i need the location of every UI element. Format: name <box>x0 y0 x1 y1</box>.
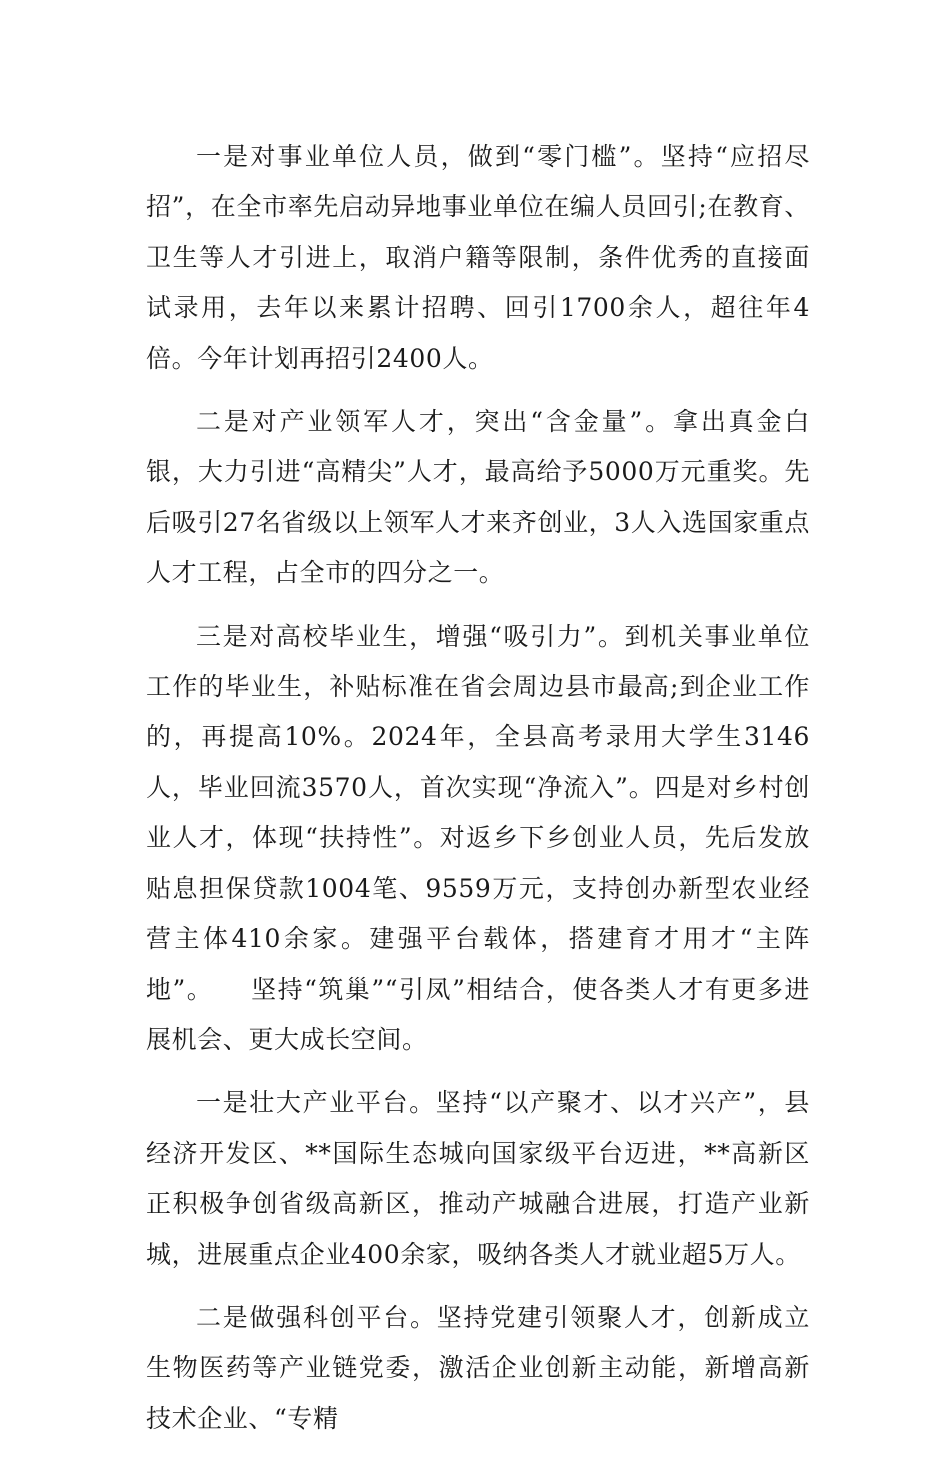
paragraph-industry-leaders: 二是对产业领军人才，突出“含金量”。拿出真金白银，大力引进“高精尖”人才，最高给予5000万元重奖。先后吸引27名省级以上领军人才来齐创业，3人入选国家重点人才工程，占全市的四分之一。 <box>146 407 810 588</box>
paragraph-graduates-and-rural-entrepreneurs: 三是对高校毕业生，增强“吸引力”。到机关事业单位工作的毕业生，补贴标准在省会周边县市最高;到企业工作的，再提高10%。2024年，全县高考录用大学生3146人，毕业回流3570人，首次实现“净流入”。四是对乡村创业人才，体现“扶持性”。对返乡下乡创业人员，先后发放贴息担保贷款1004笔、9559万元，支持创办新型农业经营主体410余家。建强平台载体，搭建育才用才“主阵地”。 坚持“筑巢”“引凤”相结合，使各类人才有更多进展机会、更大成长空间。 <box>146 621 810 1054</box>
paragraph-public-institution-staff: 一是对事业单位人员，做到“零门槛”。坚持“应招尽招”，在全市率先启动异地事业单位在编人员回引;在教育、卫生等人才引进上，取消户籍等限制，条件优秀的直接面试录用，去年以来累计招聘、回引1700余人，超往年4倍。今年计划再招引2400人。 <box>146 142 810 373</box>
paragraph-industrial-platform: 一是壮大产业平台。坚持“以产聚才、以才兴产”，县经济开发区、**国际生态城向国家级平台迈进，**高新区正积极争创省级高新区，推动产城融合进展，打造产业新城，进展重点企业400余家，吸纳各类人才就业超5万人。 <box>146 1088 810 1269</box>
paragraph-innovation-platform: 二是做强科创平台。坚持党建引领聚人才，创新成立生物医药等产业链党委，激活企业创新主动能，新增高新技术企业、“专精 <box>146 1302 810 1433</box>
document-body <box>146 132 810 1457</box>
